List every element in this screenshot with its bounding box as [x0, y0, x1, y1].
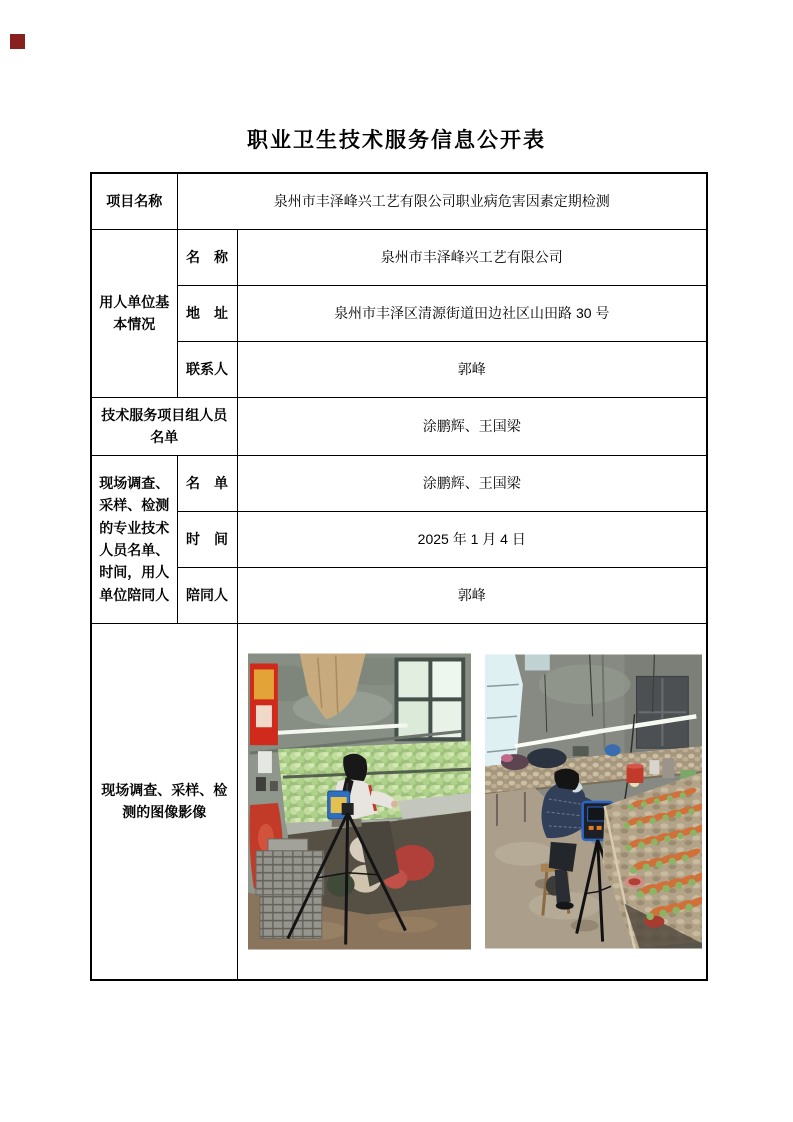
row-employer-name: [91, 229, 707, 285]
label-employer-address: 地 址: [177, 285, 237, 341]
page-title: 职业卫生技术服务信息公开表: [247, 129, 546, 152]
label-employer-info: 用人单位基本情况: [91, 229, 177, 397]
label-site-photos: 现场调查、采样、检测的图像影像: [91, 623, 237, 980]
row-field-escort: [91, 567, 707, 623]
label-employer-name: 名 称: [177, 229, 237, 285]
row-project: [91, 173, 707, 229]
row-field-roster: [91, 455, 707, 511]
row-team: [91, 397, 707, 455]
info-table: [90, 172, 708, 981]
label-field-info: 现场调查、采样、检测的专业技术人员名单、时间，用人单位陪同人: [91, 455, 177, 623]
label-employer-contact: 联系人: [177, 341, 237, 397]
value-employer-address: 泉州市丰泽区清源街道田边社区山田路 30 号: [237, 285, 707, 341]
value-employer-contact: 郭峰: [237, 341, 707, 397]
value-field-time: 2025 年 1 月 4 日: [237, 511, 707, 567]
row-site-photos: [91, 623, 707, 980]
value-project-name: 泉州市丰泽峰兴工艺有限公司职业病危害因素定期检测: [177, 173, 707, 229]
label-field-escort: 陪同人: [177, 567, 237, 623]
site-photos-cell: [237, 623, 707, 980]
value-employer-name: 泉州市丰泽峰兴工艺有限公司: [237, 229, 707, 285]
row-employer-contact: [91, 341, 707, 397]
value-field-escort: 郭峰: [237, 567, 707, 623]
value-team: 涂鹏辉、王国梁: [237, 397, 707, 455]
row-employer-address: [91, 285, 707, 341]
photo-strip: [242, 653, 703, 950]
label-field-time: 时 间: [177, 511, 237, 567]
label-team: 技术服务项目组人员名单: [91, 397, 237, 455]
row-field-time: [91, 511, 707, 567]
site-photo-2: [485, 654, 702, 949]
value-field-roster: 涂鹏辉、王国梁: [237, 455, 707, 511]
site-photo-1: [248, 653, 471, 950]
revision-marker: [10, 34, 25, 49]
label-field-roster: 名 单: [177, 455, 237, 511]
label-project-name: 项目名称: [91, 173, 177, 229]
